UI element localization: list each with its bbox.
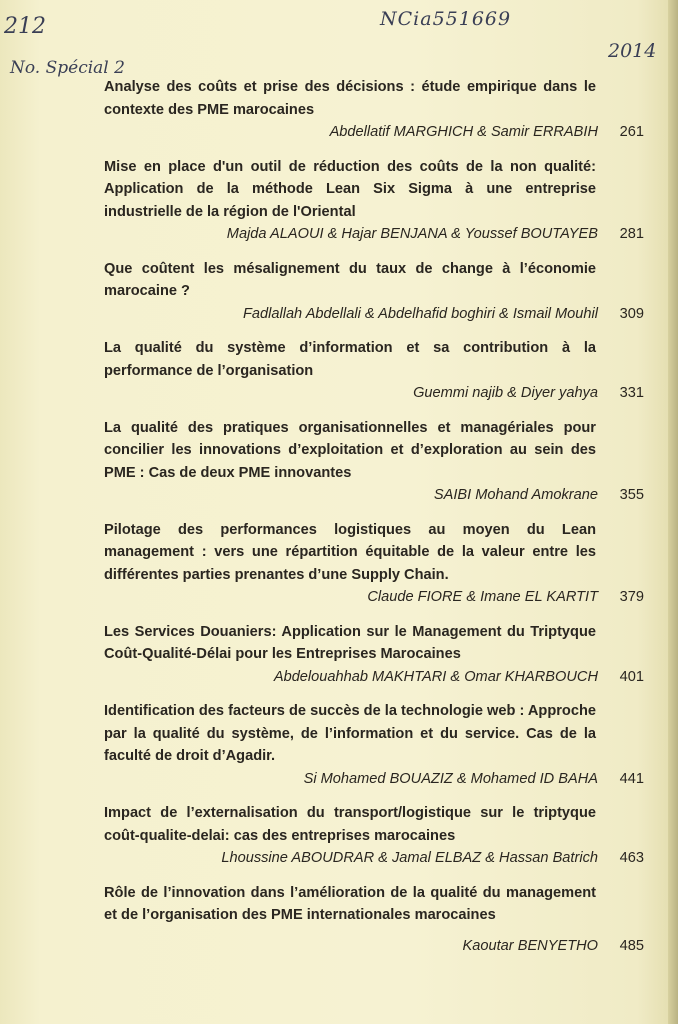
toc-entry [104,417,644,507]
article-title: Rôle de l’innovation dans l’amélioration de la qualité du management et de l’organisation des PME internationales marocaines [104,884,596,923]
handwritten-special-issue: No. Spécial 2 [10,58,125,78]
author-row [104,223,644,246]
article-authors: Kaoutar BENYETHO [462,937,598,954]
article-authors: Fadlallah Abdellali & Abdelhafid boghiri & Ismail Mouhil [242,305,598,322]
author-row [104,586,644,609]
page-edge [668,0,678,1024]
toc-entry [104,621,644,689]
page-number: 463 [619,850,644,866]
author-row [104,303,644,326]
author-row [104,847,644,870]
toc-entry [104,802,644,870]
article-authors: Abdellatif MARGHICH & Samir ERRABIH [329,124,598,140]
author-row [104,768,644,791]
author-row [104,382,644,405]
author-row [104,935,644,958]
article-title: La qualité du système d’information et sa contribution à la performance de l’organisation [104,340,596,379]
page-number: 355 [619,487,644,503]
article-title: La qualité des pratiques organisationnelles et managériales pour concilier les innovations d’exploitation et d’exploration au sein des PME : Cas de deux PME innovantes [104,419,596,481]
page-number: 441 [619,770,644,787]
author-row [104,666,644,689]
handwritten-number: 212 [4,14,46,39]
author-row [104,484,644,507]
article-authors: Majda ALAOUI & Hajar BENJANA & Youssef BOUTAYEB [226,226,598,242]
handwritten-reference: NCia551669 [380,8,512,30]
article-title: Identification des facteurs de succès de la technologie web : Approche par la qualité du système, de l’information et du service. Cas de la faculté de droit d’Agadir. [104,703,596,764]
page-number: 281 [619,226,644,242]
article-title: Impact de l’externalisation du transport/logistique sur le triptyque coût-qualite-delai: cas des entreprises marocaines [104,805,596,844]
toc-entry [104,700,644,790]
toc-entry [104,882,644,958]
article-title: Analyse des coûts et prise des décisions : étude empirique dans le contexte des PME marocaines [104,79,596,118]
article-authors: SAIBI Mohand Amokrane [433,487,598,503]
page-number: 331 [619,385,644,401]
page-number: 309 [619,305,644,322]
article-title: Que coûtent les mésalignement du taux de change à l’économie marocaine ? [104,260,596,299]
page-number: 261 [619,124,644,140]
article-title: Pilotage des performances logistiques au moyen du Lean management : vers une répartition équitable de la valeur entre les différentes parties prenantes d’une Supply Chain. [104,521,596,583]
article-authors: Abdelouahhab MAKHTARI & Omar KHARBOUCH [273,668,598,685]
article-authors: Guemmi najib & Diyer yahya [413,385,598,401]
table-of-contents [104,76,644,969]
toc-entry [104,156,644,246]
page-number: 485 [619,937,644,954]
author-row [104,121,644,144]
page-number: 379 [619,589,644,605]
toc-entry [104,76,644,144]
article-title: Les Services Douaniers: Application sur le Management du Triptyque Coût-Qualité-Délai pour les Entreprises Marocaines [104,623,596,662]
toc-entry [104,519,644,609]
page-number: 401 [619,668,644,685]
article-authors: Lhoussine ABOUDRAR & Jamal ELBAZ & Hassan Batrich [221,850,598,866]
toc-entry [104,258,644,326]
article-title: Mise en place d'un outil de réduction des coûts de la non qualité: Application de la méthode Lean Six Sigma à une entreprise industrielle de la région de l'Oriental [104,158,596,220]
article-authors: Si Mohamed BOUAZIZ & Mohamed ID BAHA [303,770,598,787]
article-authors: Claude FIORE & Imane EL KARTIT [367,589,598,605]
handwritten-year: 2014 [608,40,657,62]
toc-entry [104,337,644,405]
